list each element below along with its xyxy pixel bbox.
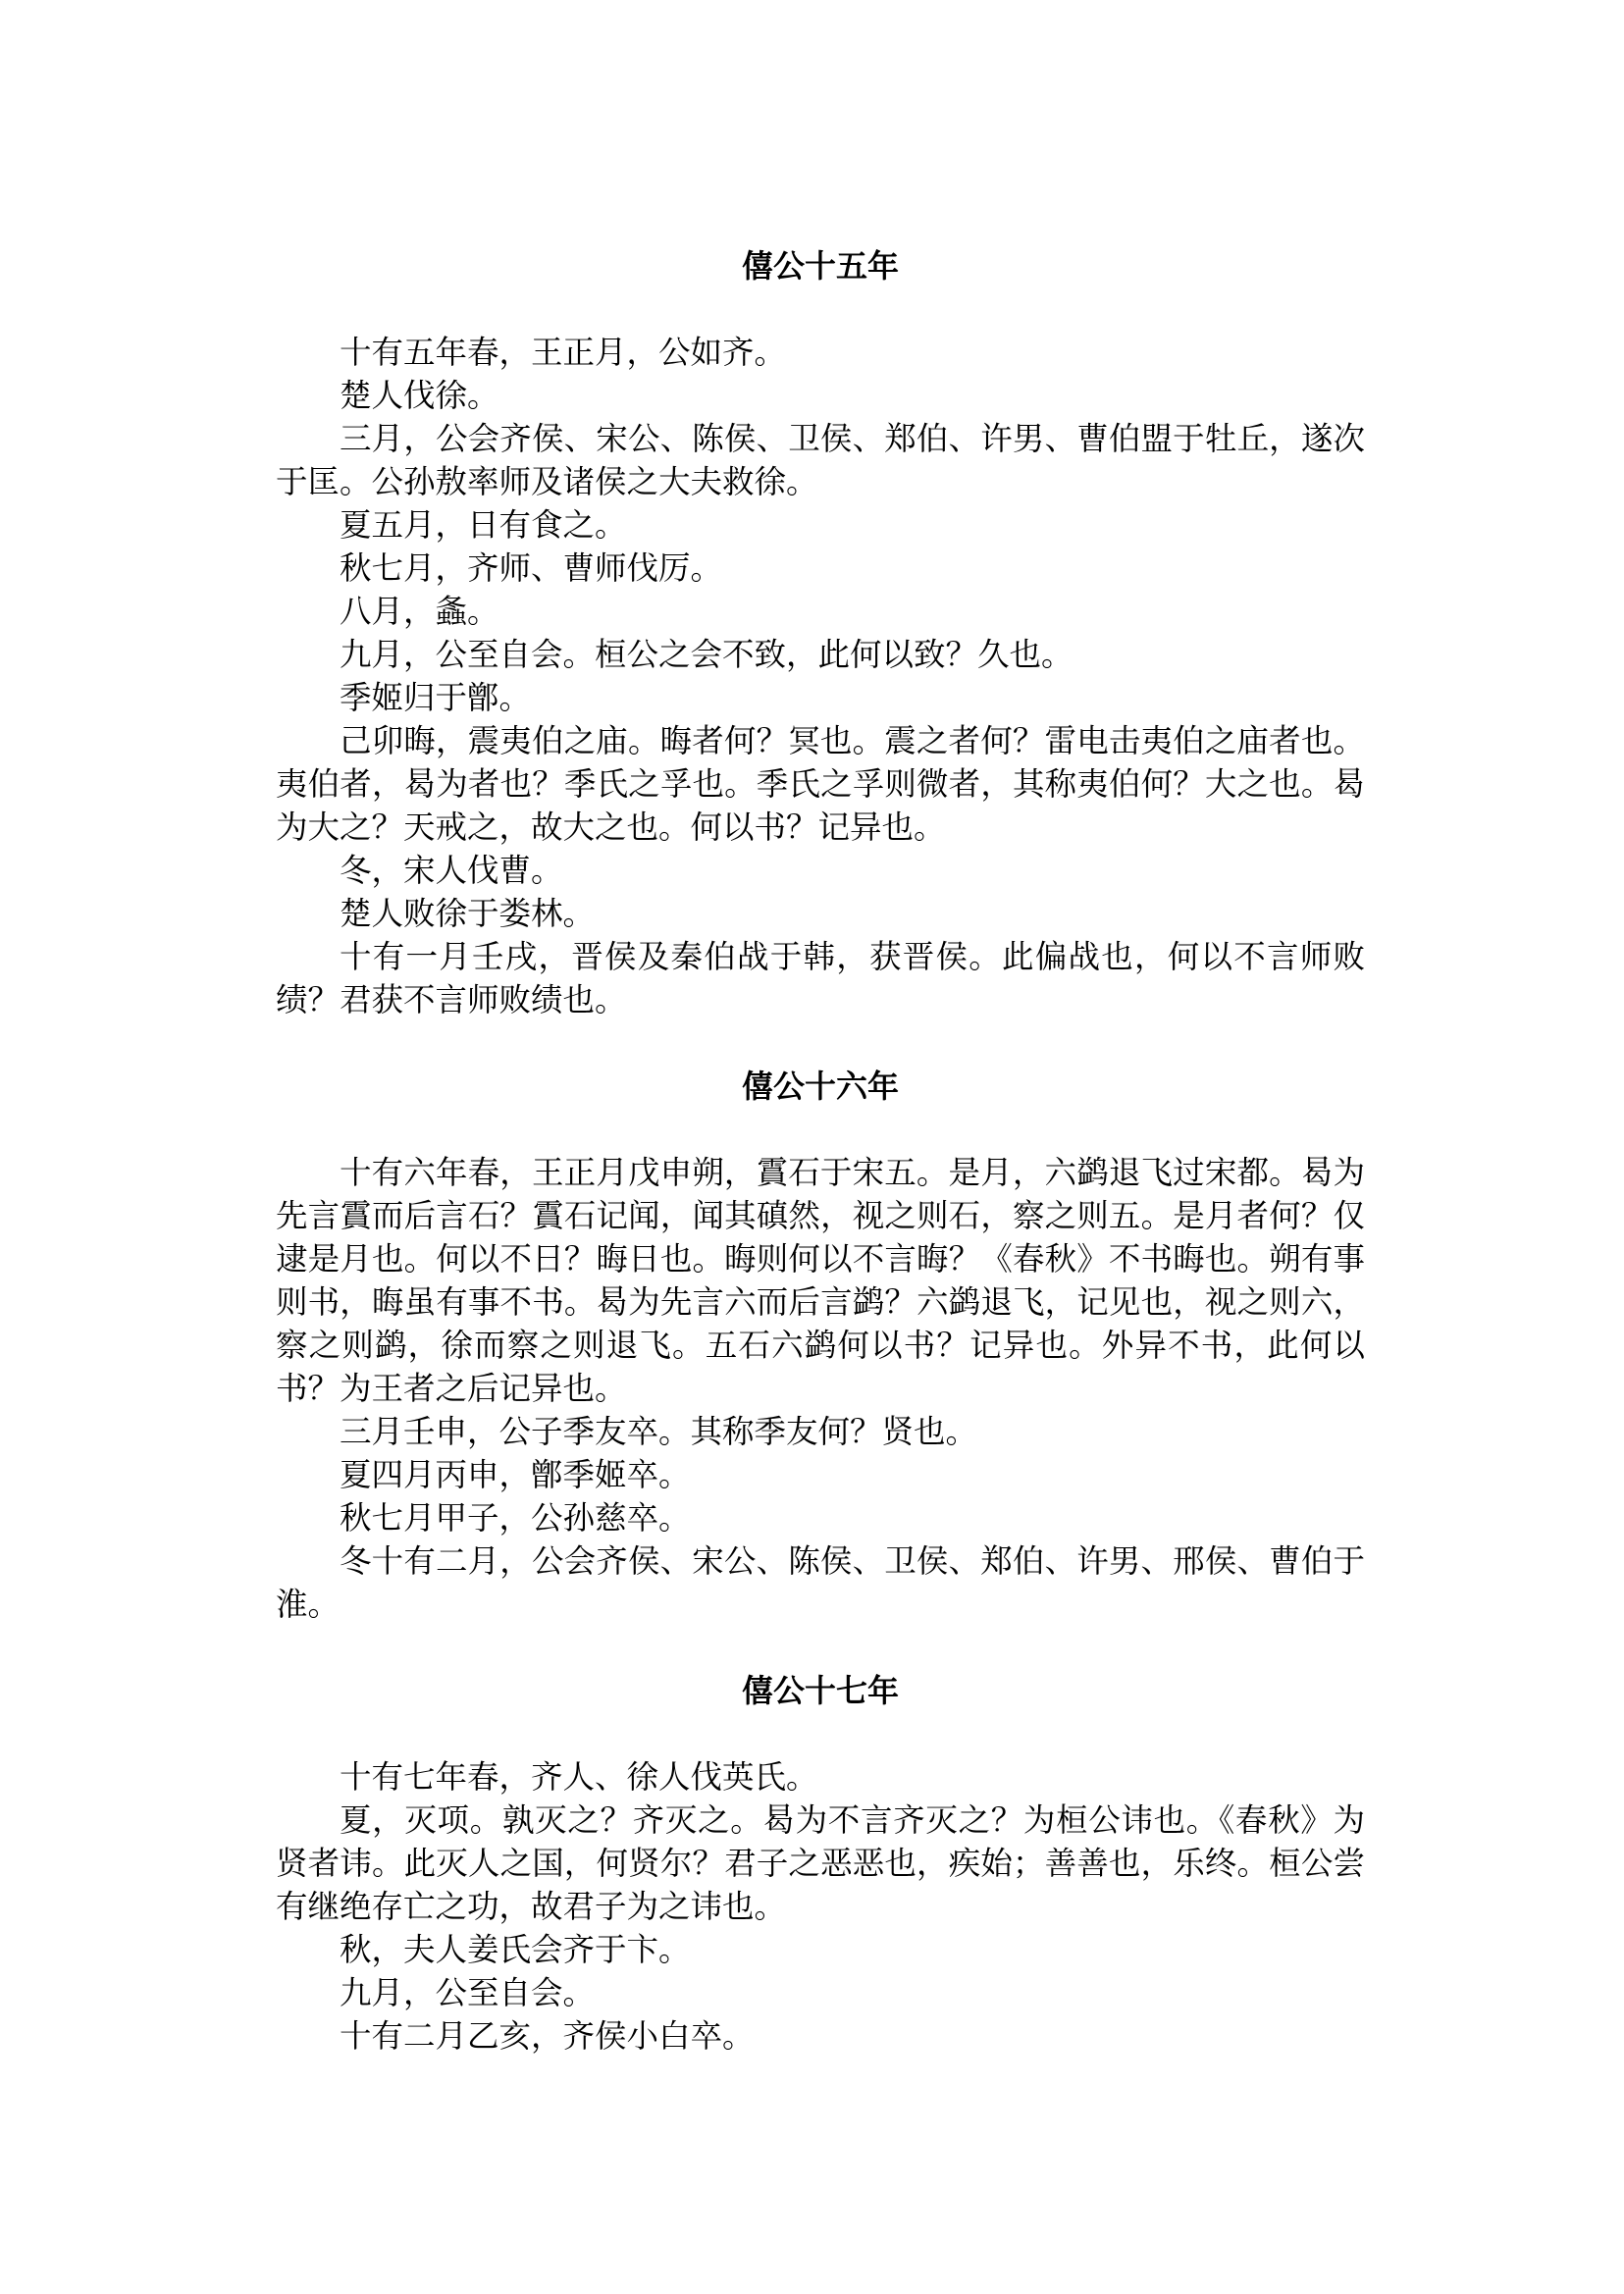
paragraph: 秋，夫人姜氏会齐于卞。	[340, 1931, 691, 1968]
paragraph: 楚人伐徐。	[340, 377, 499, 414]
paragraph: 秋七月甲子，公孙慈卒。	[340, 1499, 691, 1537]
paragraph: 冬，宋人伐曹。	[340, 852, 563, 889]
paragraph: 三月壬申，公子季友卒。其称季友何？贤也。	[340, 1413, 978, 1450]
paragraph: 季姬归于鄫。	[340, 679, 532, 716]
section-title: 僖公十五年	[741, 247, 899, 285]
section-xi-16	[276, 1065, 1365, 1626]
paragraph: 己卯晦，震夷伯之庙。晦者何？冥也。震之者何？雷电击夷伯之庙者也。夷伯者，曷为者也？季氏之孚也。季氏之孚则微者，其称夷伯何？大之也。曷为大之？天戒之，故大之也。何以书？记异也。	[276, 722, 1365, 846]
paragraph: 九月，公至自会。桓公之会不致，此何以致？久也。	[340, 636, 1074, 673]
paragraph: 楚人败徐于娄林。	[340, 895, 596, 932]
paragraph: 冬十有二月，公会齐侯、宋公、陈侯、卫侯、郑伯、许男、邢侯、曹伯于淮。	[276, 1542, 1365, 1623]
paragraph: 夏，灭项。孰灭之？齐灭之。曷为不言齐灭之？为桓公讳也。《春秋》为贤者讳。此灭人之国，何贤尔？君子之恶恶也，疾始；善善也，乐终。桓公尝有继绝存亡之功，故君子为之讳也。	[276, 1801, 1365, 1925]
paragraph: 九月，公至自会。	[340, 1974, 596, 2011]
section-xi-17	[276, 1669, 1365, 2058]
paragraph: 夏五月，日有食之。	[340, 506, 627, 544]
paragraph: 夏四月丙申，鄫季姬卒。	[340, 1456, 691, 1493]
paragraph: 十有五年春，王正月，公如齐。	[340, 334, 787, 371]
document-page	[276, 244, 1365, 2101]
paragraph: 三月，公会齐侯、宋公、陈侯、卫侯、郑伯、许男、曹伯盟于牡丘，遂次于匡。公孙敖率师及诸侯之大夫救徐。	[276, 420, 1365, 500]
section-xi-15	[276, 244, 1365, 1021]
paragraph: 十有七年春，齐人、徐人伐英氏。	[340, 1758, 818, 1796]
section-title: 僖公十六年	[741, 1068, 899, 1105]
paragraph: 十有一月壬戌，晋侯及秦伯战于韩，获晋侯。此偏战也，何以不言师败绩？君获不言师败绩也。	[276, 938, 1365, 1018]
paragraph: 十有二月乙亥，齐侯小白卒。	[340, 2017, 755, 2055]
section-title: 僖公十七年	[741, 1672, 899, 1709]
paragraph: 秋七月，齐师、曹师伐厉。	[340, 549, 723, 587]
paragraph: 十有六年春，王正月戊申朔，霣石于宋五。是月，六鹢退飞过宋都。曷为先言霣而后言石？霣石记闻，闻其磌然，视之则石，察之则五。是月者何？仅逮是月也。何以不日？晦日也。晦则何以不言晦？《春秋》不书晦也。朔有事则书，晦虽有事不书。曷为先言六而后言鹢？六鹢退飞，记见也，视之则六，察之则鹢，徐而察之则退飞。五石六鹢何以书？记异也。外异不书，此何以书？为王者之后记异也。	[276, 1154, 1365, 1407]
paragraph: 八月，螽。	[340, 593, 499, 630]
